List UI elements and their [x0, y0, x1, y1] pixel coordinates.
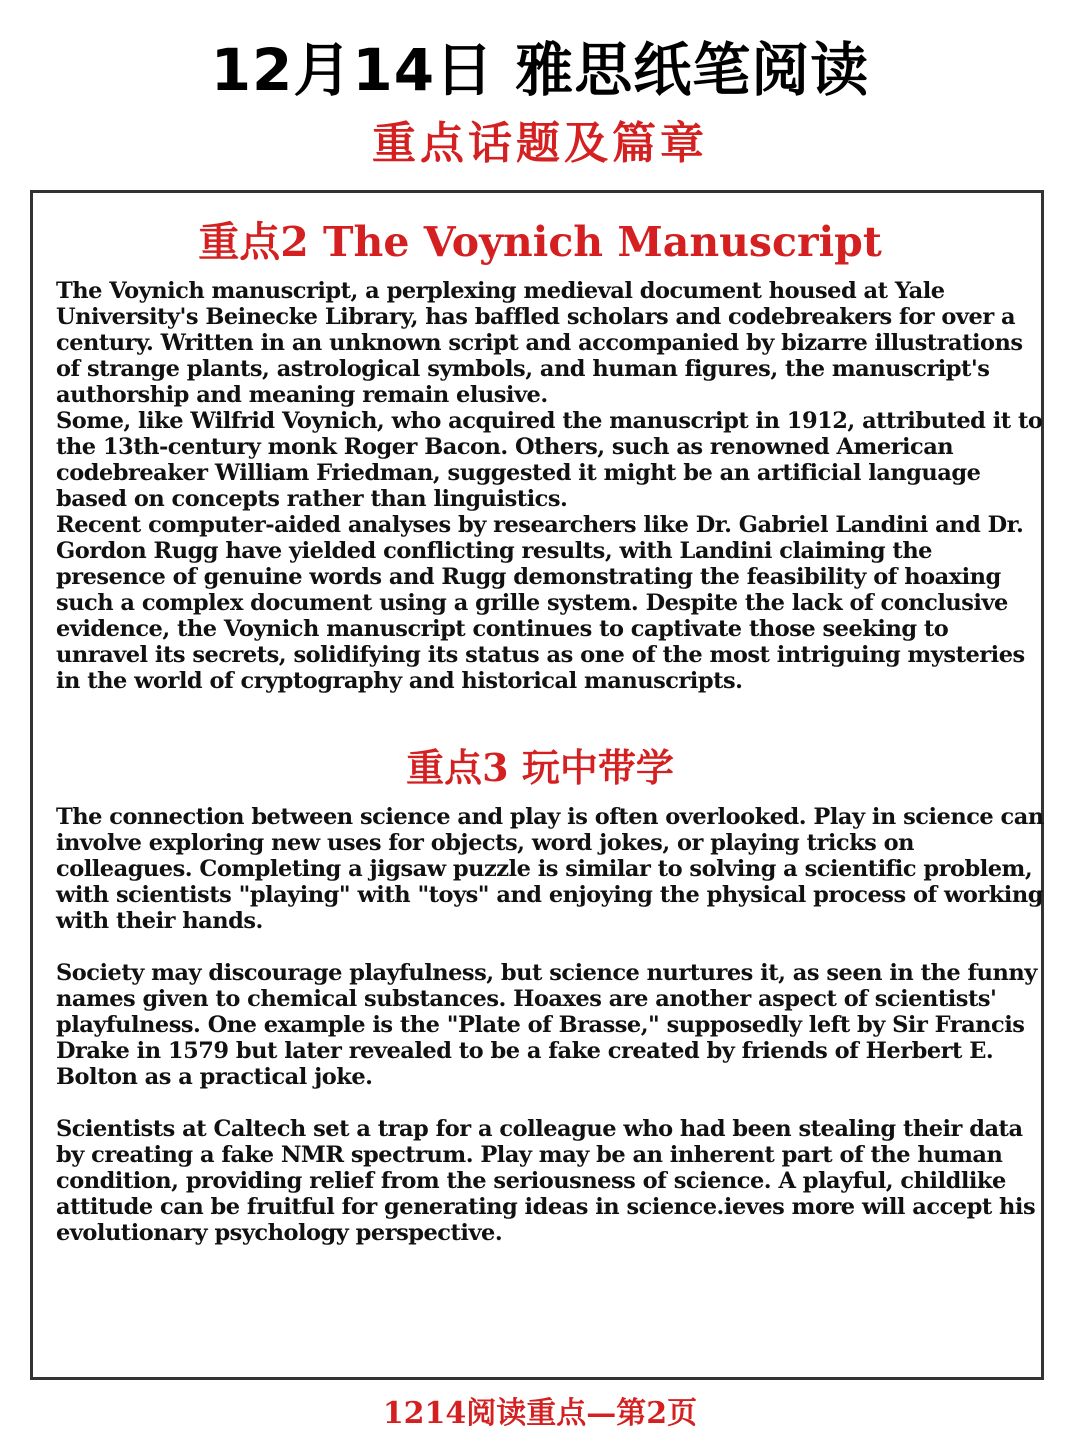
section-heading-play: 重点3 玩中带学: [406, 745, 674, 790]
page-subtitle: 重点话题及篇章: [372, 118, 708, 169]
section-body-play: [56, 804, 1046, 1246]
section-body-voynich: [56, 278, 1046, 694]
paragraph: Society may discourage playfulness, but science nurtures it, as seen in the funny names given to chemical substances. Hoaxes are another aspect of scientists' playfulness. One example is the "Plate of Brasse," supposedly left by Sir Francis Drake in 1579 but later revealed to be a fake created by friends of Herbert E. Bolton as a practical joke.: [56, 960, 1037, 1090]
paragraph: Scientists at Caltech set a trap for a colleague who had been stealing their data by creating a fake NMR spectrum. Play may be an inherent part of the human condition, providing relief from the seriousness of science. A playful, childlike attitude can be fruitful for generating ideas in science.ieves more will accept his evolutionary psychology perspective.: [56, 1116, 1036, 1246]
page-footer: 1214阅读重点—第2页: [382, 1396, 698, 1431]
paragraph: Some, like Wilfrid Voynich, who acquired the manuscript in 1912, attributed it to the 13th-century monk Roger Bacon. Others, such as renowned American codebreaker William Friedman, suggested it might be an artificial language based on concepts rather than linguistics.: [56, 408, 1043, 512]
section-heading-voynich: 重点2 The Voynich Manuscript: [198, 218, 882, 266]
paragraph: Recent computer-aided analyses by researchers like Dr. Gabriel Landini and Dr. Gordon Rugg have yielded conflicting results, with Landini claiming the presence of genuine words and Rugg demonstrating the feasibility of hoaxing such a complex document using a grille system. Despite the lack of conclusive evidence, the Voynich manuscript continues to captivate those seeking to unravel its secrets, solidifying its status as one of the most intriguing mysteries in the world of cryptography and historical manuscripts.: [56, 512, 1025, 694]
paragraph: The connection between science and play is often overlooked. Play in science can involve exploring new uses for objects, word jokes, or playing tricks on colleagues. Completing a jigsaw puzzle is similar to solving a scientific problem, with scientists "playing" with "toys" and enjoying the physical process of working with their hands.: [56, 804, 1044, 934]
page-title: 12月14日 雅思纸笔阅读: [210, 36, 870, 104]
paragraph: The Voynich manuscript, a perplexing medieval document housed at Yale University's Beinecke Library, has baffled scholars and codebreakers for over a century. Written in an unknown script and accompanied by bizarre illustrations of strange plants, astrological symbols, and human figures, the manuscript's authorship and meaning remain elusive.: [56, 278, 1023, 408]
